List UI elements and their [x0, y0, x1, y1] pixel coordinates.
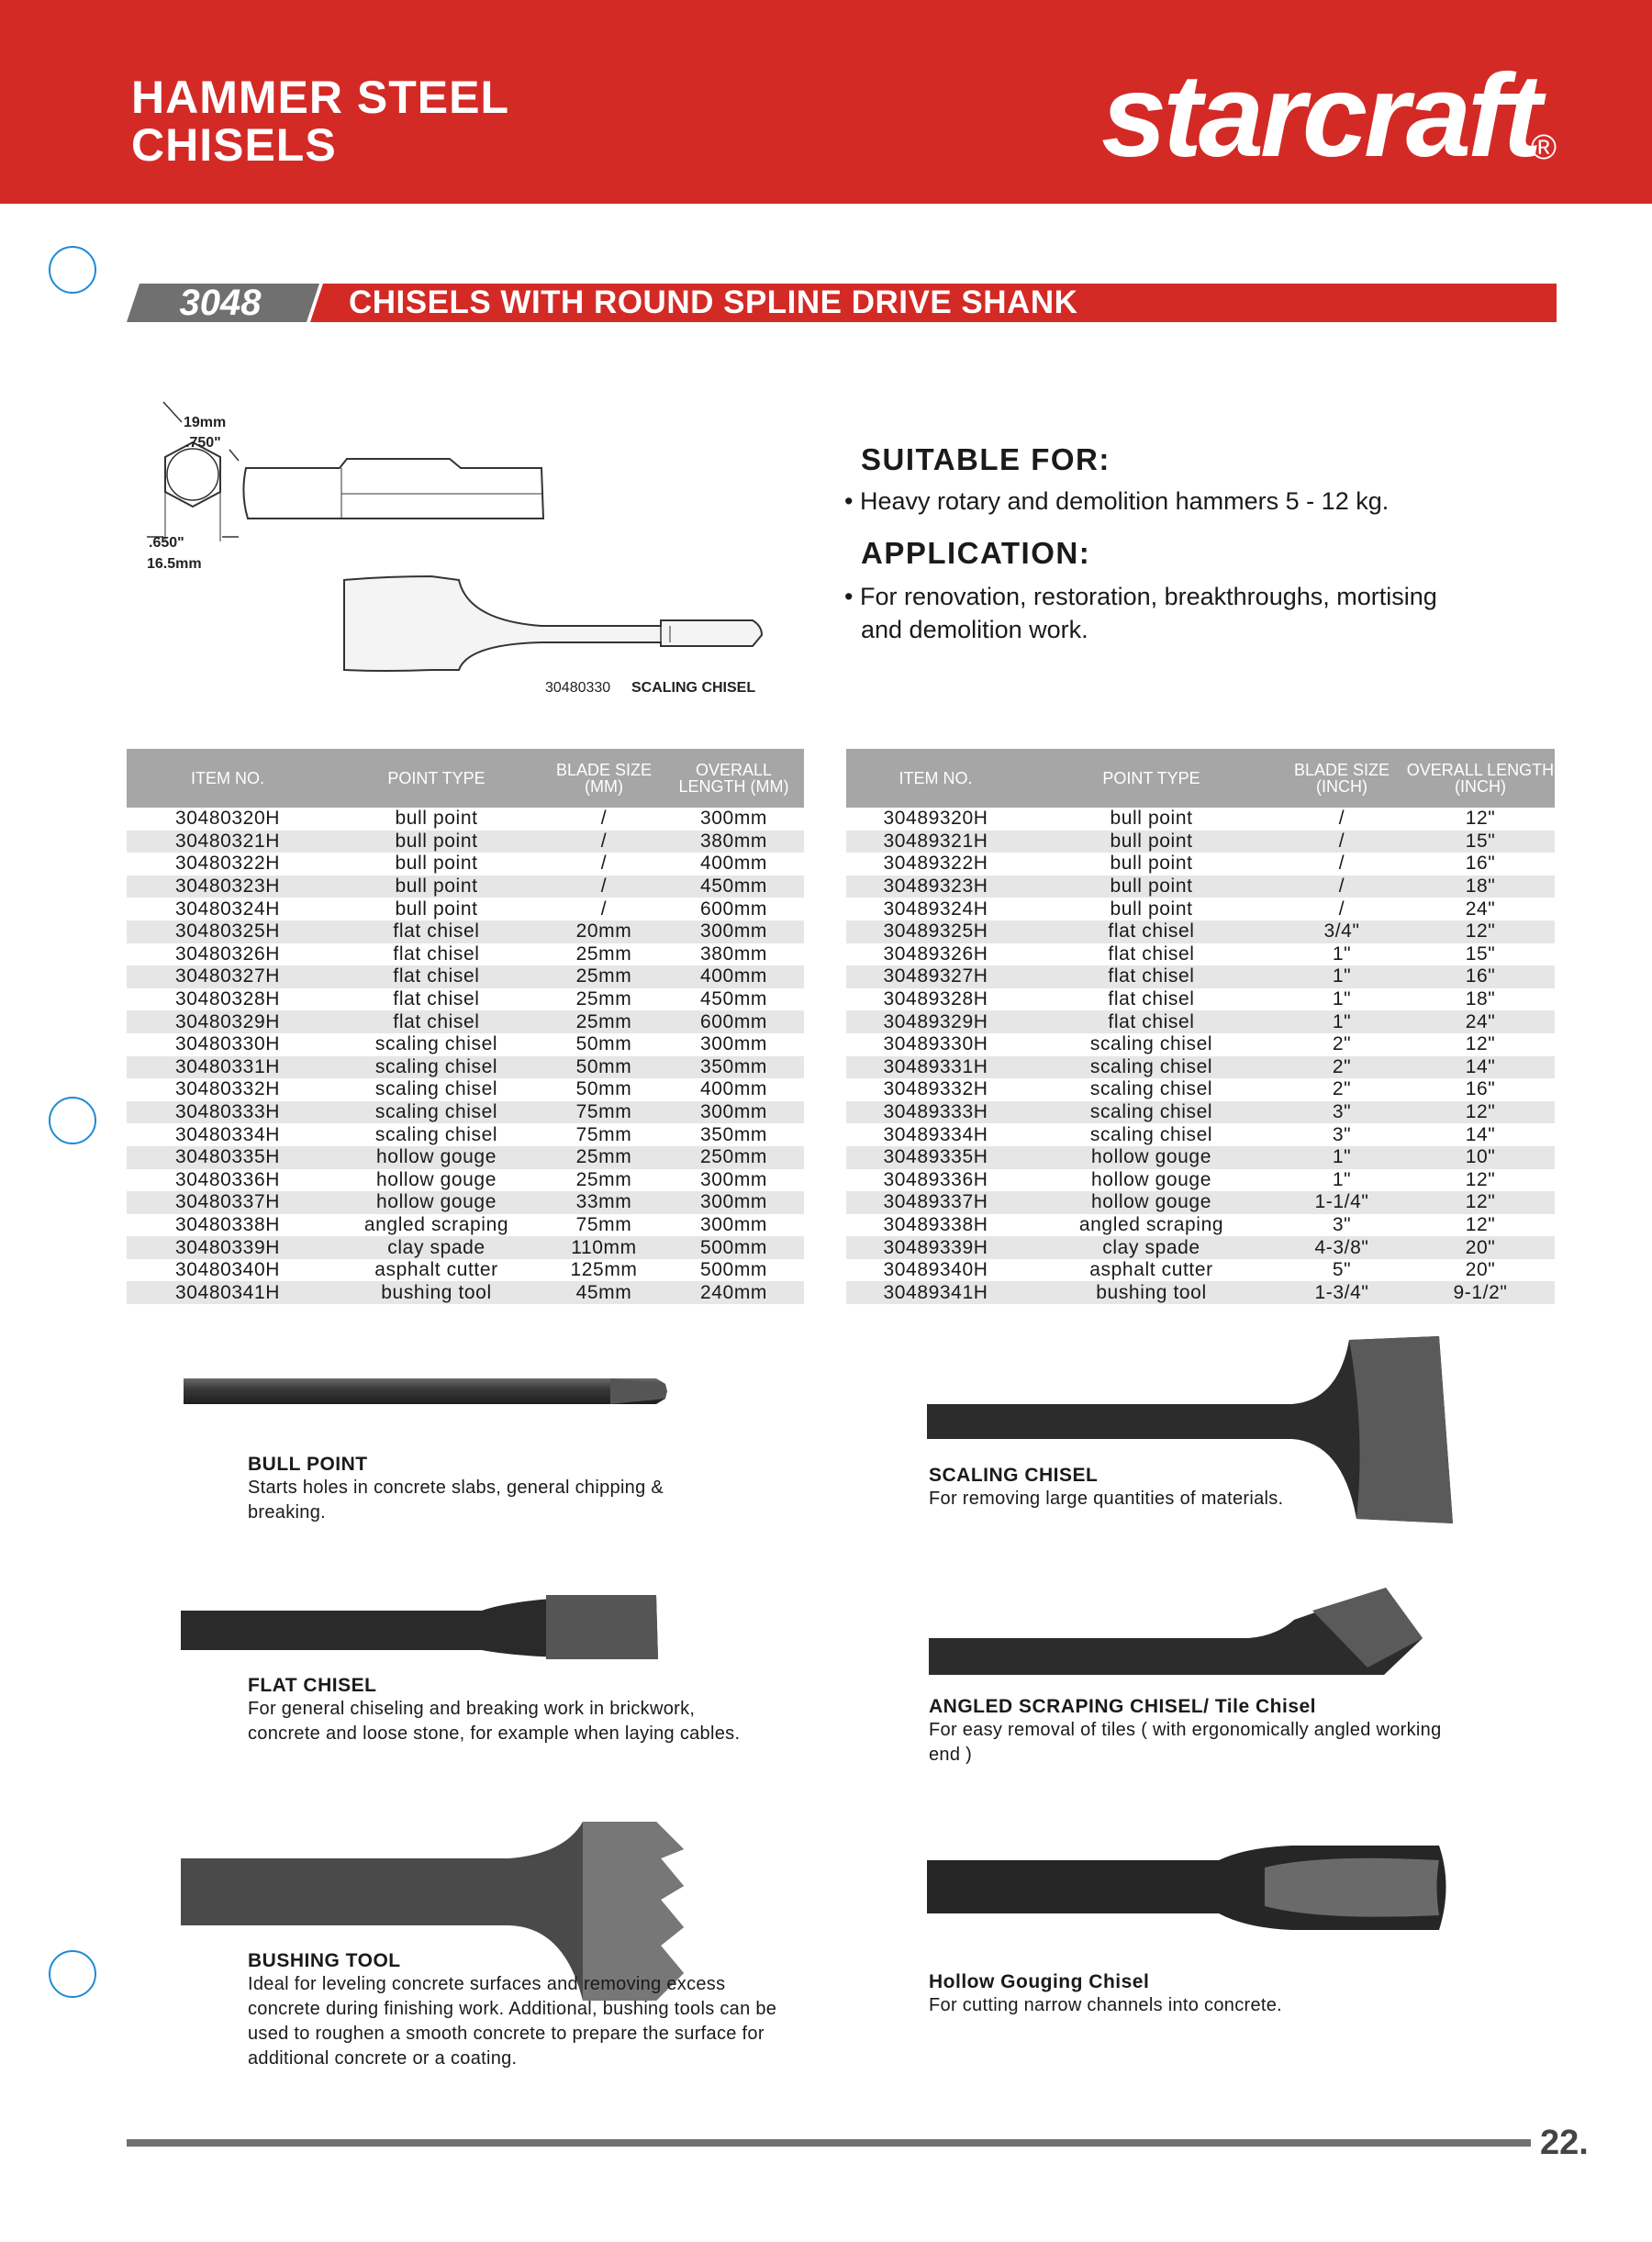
table-row — [127, 1146, 804, 1169]
table-cell: 16" — [1406, 965, 1555, 988]
table-cell: flat chisel — [393, 988, 480, 1010]
table-cell: / — [600, 808, 608, 830]
application-heading: APPLICATION: — [861, 536, 1091, 570]
table-cell: 30489322H — [883, 853, 988, 875]
table-cell: 25mm — [575, 943, 632, 965]
binder-hole — [49, 1097, 96, 1144]
product-desc: For easy removal of tiles ( with ergonomically angled working — [929, 1720, 1442, 1740]
table-cell: bull point — [395, 853, 478, 875]
table-cell: 400mm — [699, 853, 768, 875]
table-cell: 30480330H — [175, 1033, 280, 1055]
table-cell: hollow gouge — [376, 1168, 497, 1190]
table-cell: 12" — [1406, 920, 1555, 943]
table-cell: 25mm — [575, 1168, 632, 1190]
table-cell: 30480331H — [127, 1056, 329, 1079]
binder-hole — [49, 246, 96, 294]
table-cell: scaling chisel — [329, 1101, 544, 1124]
table-cell: hollow gouge — [1025, 1191, 1278, 1214]
table-cell: 1" — [1332, 943, 1352, 965]
product-desc: concrete during finishing work. Additional, bushing tools can be — [248, 1999, 777, 2019]
table-cell: 24" — [1406, 1010, 1555, 1033]
table-cell: 500mm — [699, 1259, 768, 1281]
table-row — [846, 965, 1555, 988]
table-cell: 110mm — [544, 1236, 664, 1259]
table-cell: 300mm — [664, 920, 804, 943]
table-cell: 30480320H — [175, 808, 280, 830]
table-cell: 9-1/2" — [1406, 1281, 1555, 1304]
table-row — [846, 1281, 1555, 1304]
table-cell: 30489326H — [883, 943, 988, 965]
table-cell: 3" — [1278, 1101, 1406, 1124]
product-desc: Ideal for leveling concrete surfaces and removing excess — [248, 1974, 726, 1994]
table-row — [846, 1236, 1555, 1259]
table-cell: 300mm — [699, 1213, 768, 1235]
table-cell: 30489338H — [883, 1213, 988, 1235]
product-title: BUSHING TOOL — [248, 1950, 401, 1971]
table-cell: 30480338H — [175, 1213, 280, 1235]
table-row — [846, 1123, 1555, 1146]
table-cell: hollow gouge — [329, 1191, 544, 1214]
table-cell: flat chisel — [393, 943, 480, 965]
binder-hole — [49, 1950, 96, 1998]
table-cell: / — [600, 898, 608, 920]
table-cell: 300mm — [699, 1033, 768, 1055]
table-row — [127, 1078, 804, 1101]
table-row — [846, 1169, 1555, 1192]
table-cell: 25mm — [544, 1010, 664, 1033]
table-cell: bull point — [329, 876, 544, 898]
product-angled-scraping-chisel — [929, 1696, 1442, 1768]
table-row — [127, 853, 804, 876]
table-row — [846, 876, 1555, 898]
table-cell: bull point — [1025, 831, 1278, 853]
table-cell: 20" — [1406, 1236, 1555, 1259]
table-row — [127, 1191, 804, 1214]
table-cell: 1" — [1278, 965, 1406, 988]
table-cell: 400mm — [699, 1078, 768, 1100]
table-cell: 30489329H — [846, 1010, 1025, 1033]
shank-diagram — [110, 385, 771, 707]
product-flat-chisel — [248, 1675, 740, 1746]
table-row — [846, 1101, 1555, 1124]
table-cell: 30480340H — [175, 1259, 280, 1281]
table-row — [846, 1033, 1555, 1056]
table-cell: 30480341H — [127, 1281, 329, 1304]
table-row — [846, 1214, 1555, 1237]
table-cell: 30489332H — [883, 1078, 988, 1100]
table-cell: 12" — [1465, 1168, 1496, 1190]
table-cell: 450mm — [699, 988, 768, 1010]
table-row — [846, 988, 1555, 1011]
table-cell: 18" — [1465, 988, 1496, 1010]
table-row — [127, 831, 804, 853]
table-cell: 30489330H — [883, 1033, 988, 1055]
table-cell: flat chisel — [1108, 988, 1195, 1010]
application-item: • For renovation, restoration, breakthroughs, mortising — [844, 583, 1437, 610]
spec-table-inch — [846, 749, 1555, 1304]
table-cell: flat chisel — [329, 965, 544, 988]
registered-mark: ® — [1531, 128, 1557, 167]
angled-scraping-chisel-image — [927, 1583, 1441, 1693]
product-desc: breaking. — [248, 1502, 326, 1523]
table-cell: 25mm — [544, 1146, 664, 1169]
table-cell: hollow gouge — [1025, 1146, 1278, 1169]
application-text-line2: and demolition work. — [861, 616, 1088, 643]
table-row — [127, 1236, 804, 1259]
table-row — [127, 898, 804, 920]
table-row — [127, 808, 804, 831]
table-cell: 30480332H — [175, 1078, 280, 1100]
table-cell: 5" — [1332, 1259, 1352, 1281]
table-cell: 50mm — [575, 1033, 632, 1055]
hollow-gouging-chisel-image — [925, 1840, 1457, 1941]
table-row — [846, 831, 1555, 853]
product-title: ANGLED SCRAPING CHISEL/ Tile Chisel — [929, 1696, 1317, 1717]
column-header: BLADE SIZE (INCH) — [1278, 749, 1406, 808]
table-row — [846, 943, 1555, 966]
table-cell: 1" — [1332, 988, 1352, 1010]
product-desc: additional concrete or a coating. — [248, 2048, 518, 2069]
table-cell: 30480321H — [127, 831, 329, 853]
table-cell: 30480333H — [127, 1101, 329, 1124]
table-row — [127, 1259, 804, 1282]
table-cell: 30489323H — [846, 876, 1025, 898]
table-cell: / — [1278, 831, 1406, 853]
table-row — [127, 1033, 804, 1056]
table-cell: bushing tool — [329, 1281, 544, 1304]
bull-point-image — [179, 1367, 675, 1432]
header-title — [131, 73, 509, 169]
table-cell: flat chisel — [1108, 943, 1195, 965]
application-text-line1: For renovation, restoration, breakthroughs, mortising — [859, 583, 1437, 610]
table-cell: angled scraping — [363, 1213, 509, 1235]
table-row — [127, 1101, 804, 1124]
table-cell: 15" — [1465, 943, 1496, 965]
table-cell: 16" — [1465, 1078, 1496, 1100]
table-row — [127, 1214, 804, 1237]
product-title: BULL POINT — [248, 1454, 368, 1475]
table-cell: 30489339H — [846, 1236, 1025, 1259]
table-cell: clay spade — [329, 1236, 544, 1259]
table-row — [846, 1146, 1555, 1169]
table-cell: 20" — [1465, 1259, 1496, 1281]
table-cell: 75mm — [575, 1213, 632, 1235]
table-cell: 14" — [1465, 1123, 1496, 1145]
table-cell: 30489327H — [846, 965, 1025, 988]
table-cell: 30489333H — [846, 1101, 1025, 1124]
column-header: OVERALL LENGTH (MM) — [664, 749, 804, 808]
table-cell: scaling chisel — [1025, 1056, 1278, 1079]
table-cell: 350mm — [699, 1123, 768, 1145]
diagram-item-code: 30480330 — [545, 680, 611, 696]
table-cell: flat chisel — [1025, 965, 1278, 988]
table-cell: / — [1278, 876, 1406, 898]
table-row — [846, 1078, 1555, 1101]
product-scaling-chisel — [929, 1465, 1283, 1511]
table-cell: / — [1338, 898, 1345, 920]
table-cell: flat chisel — [1025, 920, 1278, 943]
table-cell: 2" — [1332, 1078, 1352, 1100]
table-cell: 33mm — [544, 1191, 664, 1214]
table-cell: 300mm — [699, 808, 768, 830]
dim-top-in: .750" — [185, 435, 221, 451]
table-cell: 30480323H — [127, 876, 329, 898]
table-cell: 25mm — [575, 988, 632, 1010]
table-cell: flat chisel — [1025, 1010, 1278, 1033]
table-cell: 380mm — [699, 943, 768, 965]
product-title: FLAT CHISEL — [248, 1675, 377, 1696]
table-row — [846, 853, 1555, 876]
table-cell: 12" — [1465, 808, 1496, 830]
section-code: 3048 — [179, 283, 262, 323]
table-cell: scaling chisel — [374, 1078, 498, 1100]
column-header: OVERALL LENGTH (INCH) — [1406, 749, 1555, 808]
table-cell: 1" — [1278, 1146, 1406, 1169]
table-cell: 500mm — [664, 1236, 804, 1259]
column-header: ITEM NO. — [846, 749, 1025, 808]
table-cell: 125mm — [570, 1259, 638, 1281]
table-cell: hollow gouge — [1091, 1168, 1211, 1190]
table-cell: / — [544, 876, 664, 898]
table-cell: 400mm — [664, 965, 804, 988]
table-cell: bull point — [1110, 808, 1193, 830]
product-desc: For removing large quantities of materials. — [929, 1489, 1284, 1509]
table-cell: 2" — [1278, 1056, 1406, 1079]
table-row — [846, 1191, 1555, 1214]
table-cell: 10" — [1406, 1146, 1555, 1169]
table-row — [127, 965, 804, 988]
table-cell: flat chisel — [329, 920, 544, 943]
table-cell: scaling chisel — [1025, 1101, 1278, 1124]
table-cell: flat chisel — [329, 1010, 544, 1033]
table-cell: 30480337H — [127, 1191, 329, 1214]
table-row — [127, 1123, 804, 1146]
table-row — [127, 1169, 804, 1192]
product-hollow-gouging-chisel — [929, 1971, 1282, 2018]
table-cell: 600mm — [699, 898, 768, 920]
product-desc: end ) — [929, 1745, 973, 1765]
spec-table-mm — [127, 749, 804, 1304]
table-cell: 30489335H — [846, 1146, 1025, 1169]
table-cell: 380mm — [664, 831, 804, 853]
dim-bottom-in: .650" — [149, 535, 184, 551]
table-cell: 350mm — [664, 1056, 804, 1079]
table-cell: 30480339H — [127, 1236, 329, 1259]
table-cell: 50mm — [575, 1078, 632, 1100]
table-row — [127, 943, 804, 966]
table-cell: 30480327H — [127, 965, 329, 988]
table-row — [846, 1010, 1555, 1033]
table-cell: bull point — [329, 831, 544, 853]
product-bushing-tool — [248, 1950, 776, 2071]
table-cell: 30480322H — [175, 853, 280, 875]
table-cell: / — [1338, 853, 1345, 875]
table-row — [127, 1010, 804, 1033]
table-cell: 75mm — [575, 1123, 632, 1145]
table-row — [846, 1259, 1555, 1282]
table-cell: angled scraping — [1078, 1213, 1224, 1235]
footer-rule — [127, 2139, 1531, 2147]
table-row — [127, 1281, 804, 1304]
table-cell: 1-1/4" — [1278, 1191, 1406, 1214]
table-cell: 600mm — [664, 1010, 804, 1033]
table-cell: 12" — [1406, 1101, 1555, 1124]
table-cell: 30489341H — [846, 1281, 1025, 1304]
table-cell: 18" — [1406, 876, 1555, 898]
column-header: POINT TYPE — [1025, 749, 1278, 808]
product-desc: For general chiseling and breaking work in brickwork, — [248, 1699, 696, 1719]
table-cell: 1" — [1332, 1168, 1352, 1190]
table-cell: 30480325H — [127, 920, 329, 943]
dim-bottom-mm: 16.5mm — [147, 556, 202, 572]
table-cell: 300mm — [664, 1101, 804, 1124]
table-cell: scaling chisel — [374, 1033, 498, 1055]
table-cell: asphalt cutter — [374, 1259, 498, 1281]
table-cell: 16" — [1465, 853, 1496, 875]
product-bull-point — [248, 1454, 664, 1525]
table-cell: 30489334H — [883, 1123, 988, 1145]
suitable-item: • Heavy rotary and demolition hammers 5 - 12 kg. — [844, 487, 1390, 515]
table-cell: / — [1338, 808, 1345, 830]
table-cell: 30489321H — [846, 831, 1025, 853]
table-cell: 30489331H — [846, 1056, 1025, 1079]
table-cell: 24" — [1465, 898, 1496, 920]
table-cell: scaling chisel — [1089, 1033, 1213, 1055]
table-cell: bushing tool — [1025, 1281, 1278, 1304]
table-cell: 3" — [1332, 1123, 1352, 1145]
product-desc: used to roughen a smooth concrete to prepare the surface for — [248, 2024, 765, 2044]
table-cell: / — [544, 831, 664, 853]
table-cell: 30480324H — [175, 898, 280, 920]
table-cell: 45mm — [544, 1281, 664, 1304]
table-cell: 25mm — [544, 965, 664, 988]
product-desc: Starts holes in concrete slabs, general chipping & — [248, 1478, 664, 1498]
table-cell: bull point — [395, 808, 478, 830]
table-cell: 450mm — [664, 876, 804, 898]
table-header-row — [127, 749, 804, 808]
table-cell: 75mm — [544, 1101, 664, 1124]
table-cell: 12" — [1406, 1191, 1555, 1214]
table-cell: 30480335H — [127, 1146, 329, 1169]
suitable-heading: SUITABLE FOR: — [861, 442, 1111, 476]
table-cell: 3" — [1332, 1213, 1352, 1235]
table-cell: asphalt cutter — [1089, 1259, 1213, 1281]
table-cell: 12" — [1465, 1033, 1496, 1055]
column-header: POINT TYPE — [329, 749, 544, 808]
product-desc: concrete and loose stone, for example when laying cables. — [248, 1723, 741, 1744]
table-cell: 20mm — [544, 920, 664, 943]
section-title: CHISELS WITH ROUND SPLINE DRIVE SHANK — [349, 284, 1078, 320]
table-row — [127, 988, 804, 1011]
column-header: BLADE SIZE (MM) — [544, 749, 664, 808]
table-row — [846, 920, 1555, 943]
table-row — [846, 808, 1555, 831]
table-cell: bull point — [1110, 898, 1193, 920]
product-desc: For cutting narrow channels into concrete. — [929, 1995, 1283, 2015]
table-cell: 2" — [1332, 1033, 1352, 1055]
table-cell: 30480326H — [175, 943, 280, 965]
table-cell: 30489337H — [846, 1191, 1025, 1214]
table-cell: 30480329H — [127, 1010, 329, 1033]
table-cell: hollow gouge — [329, 1146, 544, 1169]
table-cell: clay spade — [1025, 1236, 1278, 1259]
table-cell: 4-3/8" — [1278, 1236, 1406, 1259]
table-cell: scaling chisel — [374, 1123, 498, 1145]
header-title-line2: CHISELS — [131, 119, 337, 171]
table-cell: / — [600, 853, 608, 875]
table-row — [846, 1056, 1555, 1079]
table-cell: 240mm — [664, 1281, 804, 1304]
page-number: 22. — [1540, 2124, 1589, 2162]
table-cell: 14" — [1406, 1056, 1555, 1079]
table-cell: 300mm — [664, 1191, 804, 1214]
diagram-item-name: SCALING CHISEL — [631, 680, 756, 696]
product-title: Hollow Gouging Chisel — [929, 1971, 1150, 1992]
header-title-line1: HAMMER STEEL — [131, 72, 509, 123]
table-cell: 12" — [1465, 1213, 1496, 1235]
table-cell: 30489336H — [883, 1168, 988, 1190]
table-cell: 30489328H — [883, 988, 988, 1010]
table-row — [127, 876, 804, 898]
table-cell: 300mm — [699, 1168, 768, 1190]
table-header-row — [846, 749, 1555, 808]
table-cell: 3/4" — [1278, 920, 1406, 943]
table-cell: scaling chisel — [1089, 1123, 1213, 1145]
flat-chisel-image — [179, 1588, 675, 1670]
dim-top-mm: 19mm — [184, 415, 227, 430]
table-row — [127, 920, 804, 943]
table-cell: scaling chisel — [1089, 1078, 1213, 1100]
product-title: SCALING CHISEL — [929, 1465, 1099, 1486]
table-cell: 30489324H — [883, 898, 988, 920]
table-cell: 15" — [1406, 831, 1555, 853]
table-row — [127, 1056, 804, 1079]
table-cell: 30489320H — [883, 808, 988, 830]
suitable-text: Heavy rotary and demolition hammers 5 - 12 kg. — [859, 487, 1390, 515]
table-cell: 250mm — [664, 1146, 804, 1169]
table-cell: bull point — [395, 898, 478, 920]
table-cell: 30489340H — [883, 1259, 988, 1281]
table-cell: 30480328H — [175, 988, 280, 1010]
table-cell: bull point — [1110, 853, 1193, 875]
table-cell: 50mm — [544, 1056, 664, 1079]
table-cell: 1" — [1278, 1010, 1406, 1033]
table-cell: 1-3/4" — [1278, 1281, 1406, 1304]
table-cell: bull point — [1025, 876, 1278, 898]
table-cell: scaling chisel — [329, 1056, 544, 1079]
table-cell: 30480334H — [175, 1123, 280, 1145]
brand-logo: starcraft — [1101, 50, 1539, 182]
table-cell: 30480336H — [175, 1168, 280, 1190]
table-row — [846, 898, 1555, 920]
column-header: ITEM NO. — [127, 749, 329, 808]
table-cell: 30489325H — [846, 920, 1025, 943]
